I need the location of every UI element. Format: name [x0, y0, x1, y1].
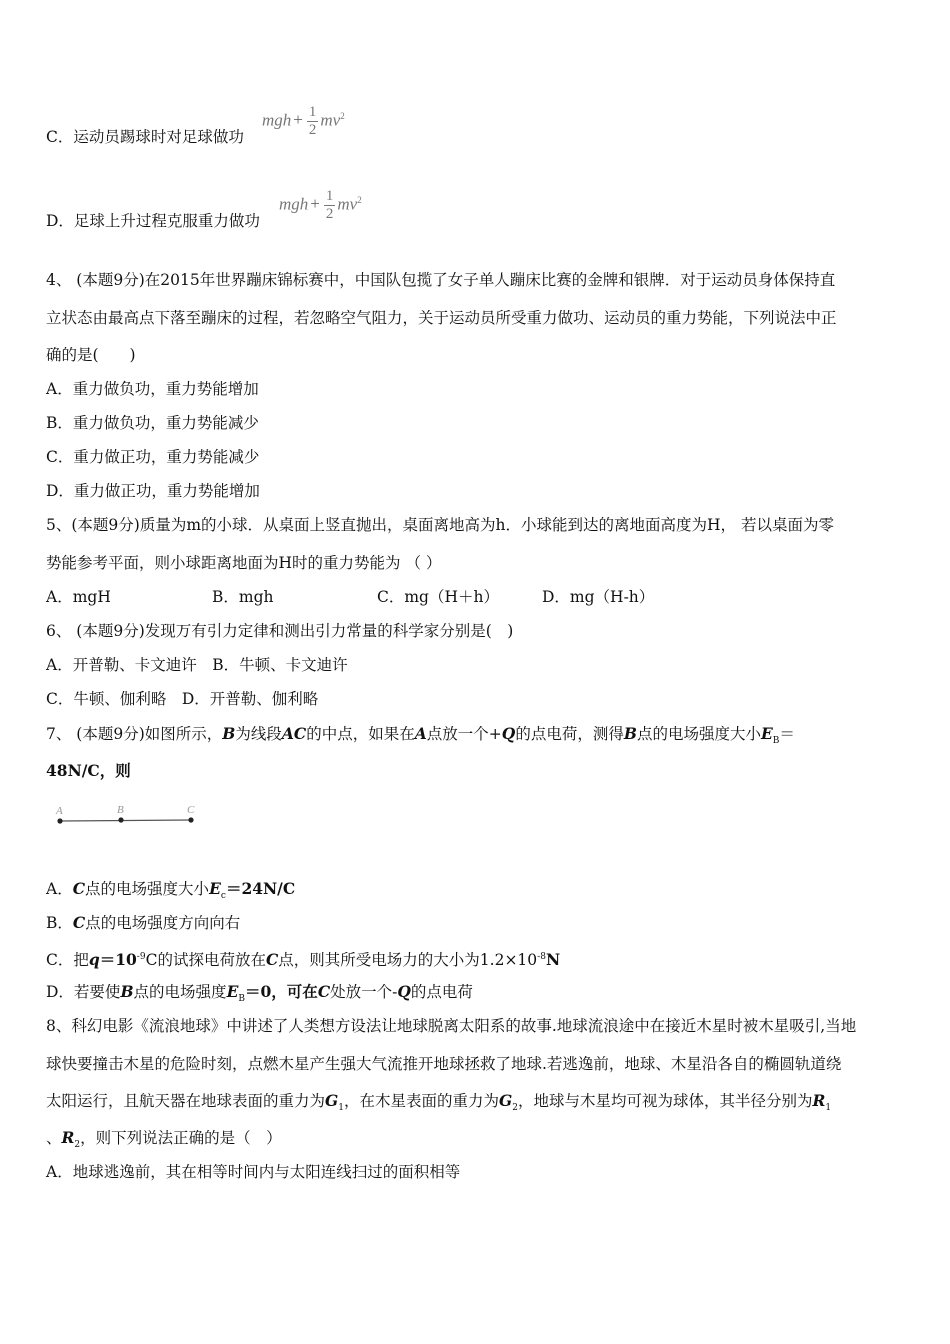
var-q: Q [397, 982, 411, 1001]
text: C的试探电荷放在 [145, 951, 266, 970]
var-e: E [760, 724, 773, 743]
text: 点的电场强度大小 [636, 725, 761, 743]
formula-rhs: mv [320, 110, 341, 130]
label-b: B [117, 804, 124, 816]
text: 7、 (本题9分)如图所示， [46, 725, 223, 743]
q8-stem-line-4 [46, 1128, 282, 1155]
q3-option-c-text: C．运动员踢球时对足球做功 [46, 128, 244, 146]
text: ＝ [779, 725, 795, 743]
q4-option-b: B．重力做负功，重力势能减少 [46, 414, 259, 432]
q6-options-row-2: C．牛顿、伽利略 D．开普勒、伽利略 [46, 690, 319, 708]
fraction-numerator: 1 [308, 104, 317, 120]
var-c: C [317, 982, 331, 1001]
text: ＝24N/C [225, 879, 296, 898]
formula-lhs: mgh [262, 110, 292, 130]
q3-option-c [46, 127, 244, 147]
q4-option-d: D．重力做正功，重力势能增加 [46, 482, 260, 500]
var-b: B [120, 982, 134, 1001]
var-q-small: q [88, 950, 100, 970]
q7-option-a [46, 879, 295, 906]
var-c: C [72, 913, 86, 932]
var-q: Q [501, 724, 516, 743]
q5-option-a: A．mgH [46, 588, 111, 606]
text: ，地球与木星均可视为球体，其半径分别为 [518, 1092, 813, 1110]
q7-option-c [46, 947, 560, 970]
formula-plus: + [293, 110, 303, 130]
q3-option-d-text: D．足球上升过程克服重力做功 [46, 212, 260, 230]
text: 点的电场强度方向向右 [85, 914, 241, 932]
label-c: C [187, 804, 195, 816]
subscript-b: B [772, 736, 780, 747]
q3-option-c-formula [262, 104, 345, 139]
text: C．把 [46, 951, 89, 970]
point-c [188, 817, 193, 822]
q7-stem-line-1 [46, 724, 795, 751]
q7-option-b [46, 913, 240, 933]
q4-stem-line-1: 4、 (本题9分)在2015年世界蹦床锦标赛中，中国队包揽了女子单人蹦床比赛的金牌和银牌．对于运动员身体保持直 [46, 271, 836, 289]
formula-rhs: mv [337, 194, 358, 214]
text: 点放一个+ [426, 725, 502, 743]
q4-option-a: A．重力做负功，重力势能增加 [46, 380, 259, 398]
text: 的中点，如果在 [306, 725, 415, 743]
text: 的点电荷，测得 [515, 725, 624, 743]
text: 点的电场强度 [133, 983, 227, 1001]
fraction-denominator: 2 [325, 206, 334, 222]
fraction-numerator: 1 [325, 188, 334, 204]
var-c: C [72, 879, 86, 898]
text: 、 [46, 1129, 62, 1147]
exponent: -9 [136, 952, 146, 962]
text: ，则下列说法正确的是（ ） [80, 1129, 282, 1147]
text: 太阳运行，且航天器在地球表面的重力为 [46, 1092, 326, 1110]
q7-line-segment-figure [50, 800, 210, 834]
fraction [307, 104, 319, 139]
q8-stem-line-2: 球快要撞击木星的危险时刻，点燃木星产生强大气流推开地球拯救了地球.若逃逸前，地球、木星沿各自的椭圆轨道绕 [46, 1055, 842, 1073]
var-b: B [222, 724, 236, 743]
q6-options-row-1: A．开普勒、卡文迪许 B．牛顿、卡文迪许 [46, 656, 348, 674]
text: 点的电场强度大小 [85, 880, 210, 898]
point-a [57, 818, 62, 823]
text: ，在木星表面的重力为 [344, 1092, 500, 1110]
var-b: B [623, 724, 637, 743]
q5-option-d: D．mg（H-h） [542, 588, 655, 606]
subscript-b: B [238, 994, 246, 1005]
q5-option-c: C．mg（H＋h） [377, 588, 499, 606]
exponent: -8 [537, 952, 546, 962]
q5-stem-line-2: 势能参考平面，则小球距离地面为H时的重力势能为 （ ） [46, 554, 442, 572]
q5-stem-line-1: 5、(本题9分)质量为m的小球．从桌面上竖直抛出，桌面离地高为h．小球能到达的离地面高度为H， 若以桌面为零 [46, 516, 834, 534]
q4-stem-line-3: 确的是( ) [46, 346, 136, 364]
text: ＝0，可在 [245, 982, 318, 1001]
q8-stem-line-3 [46, 1091, 831, 1118]
q8-stem-line-1: 8、科幻电影《流浪地球》中讲述了人类想方设法让地球脱离太阳系的故事.地球流浪途中在接近木星时被木星吸引,当地 [46, 1017, 857, 1035]
formula-exponent: 2 [340, 110, 345, 121]
var-g: G [325, 1091, 339, 1110]
var-c: C [265, 950, 279, 970]
fraction [324, 188, 336, 223]
subscript-2: 2 [74, 1140, 81, 1151]
text: 的点电荷 [410, 983, 473, 1001]
var-r: R [812, 1091, 826, 1110]
subscript-1: 1 [338, 1103, 344, 1114]
formula-lhs: mgh [279, 194, 309, 214]
q7-option-d [46, 982, 473, 1009]
text: 处放一个- [330, 983, 398, 1001]
var-a: A [414, 724, 427, 743]
label-a: A [56, 805, 63, 817]
var-g: G [499, 1091, 513, 1110]
point-b [118, 817, 123, 822]
q6-stem: 6、 (本题9分)发现万有引力定律和测出引力常量的科学家分别是( ) [46, 622, 514, 640]
q4-stem-line-2: 立状态由最高点下落至蹦床的过程，若忽略空气阻力，关于运动员所受重力做功、运动员的重力势能，下列说法中正 [46, 309, 837, 327]
q3-option-d [46, 211, 260, 231]
subscript-2: 2 [512, 1103, 518, 1114]
segment-ac [60, 820, 191, 821]
q3-option-d-formula [279, 188, 362, 223]
text: 为线段 [235, 725, 282, 743]
text: D．若要使 [46, 983, 121, 1001]
subscript-1: 1 [825, 1103, 832, 1114]
formula-plus: + [310, 194, 320, 214]
var-ac: AC [281, 724, 307, 743]
text: ＝10 [99, 950, 137, 970]
subscript-c: c [220, 891, 226, 902]
text: A． [46, 880, 73, 898]
q8-option-a: A．地球逃逸前，其在相等时间内与太阳连线扫过的面积相等 [46, 1163, 461, 1181]
text: 点，则其所受电场力的大小为1.2×10 [278, 951, 538, 970]
fraction-denominator: 2 [308, 122, 317, 138]
q5-option-b: B．mgh [212, 588, 274, 606]
formula-exponent: 2 [357, 194, 362, 205]
text: N [545, 950, 561, 970]
q4-option-c: C．重力做正功，重力势能减少 [46, 448, 260, 466]
var-r: R [61, 1128, 75, 1147]
q7-stem-line-2: 48N/C，则 [46, 761, 131, 780]
text: B． [46, 914, 73, 932]
var-e: E [209, 879, 221, 898]
var-e: E [226, 982, 239, 1001]
